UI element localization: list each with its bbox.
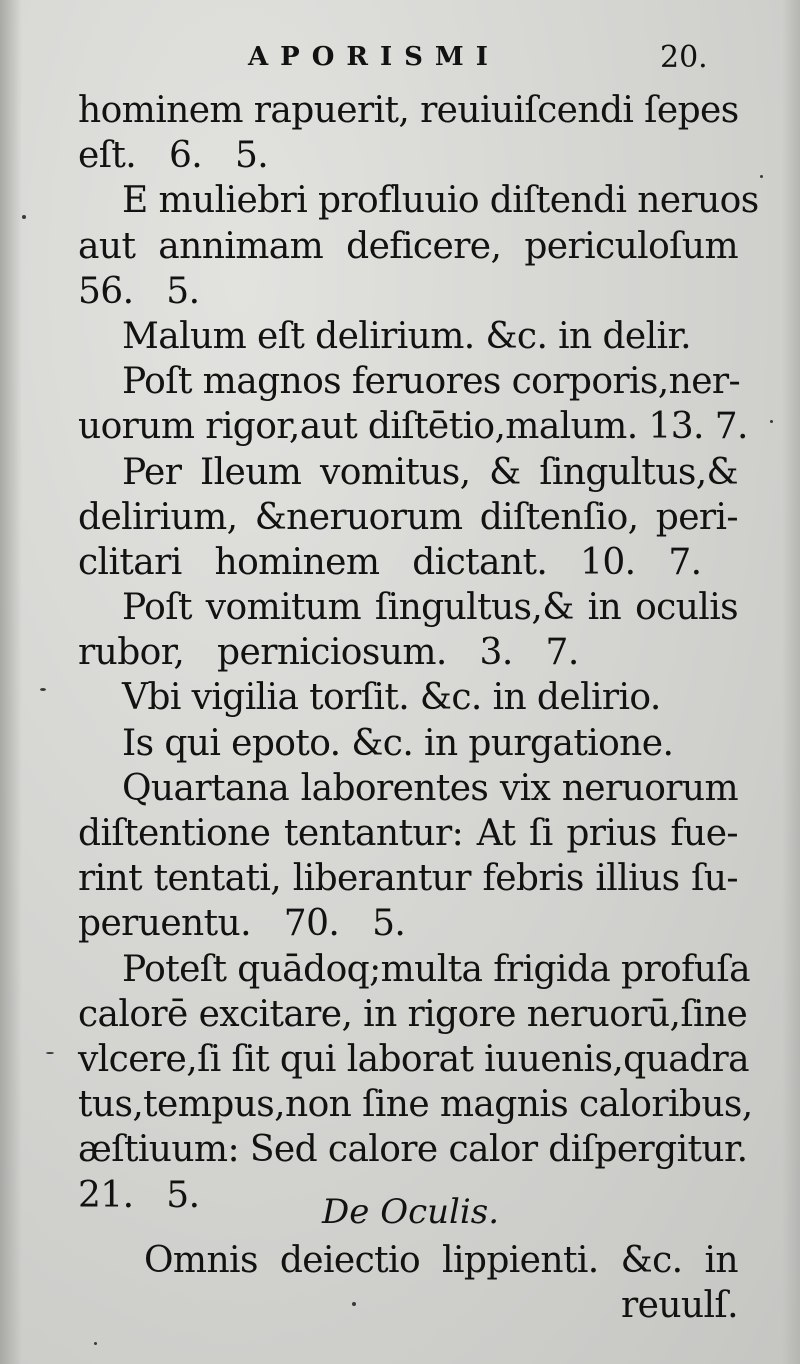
text-line: aut annimam deficere, periculoſum: [78, 225, 738, 267]
text-line: Vbi vigilia torſit. &c. in delirio.: [122, 677, 661, 719]
text-line: Per Ileum vomitus, & ſingultus,&: [122, 451, 738, 493]
text-line: Is qui epoto. &c. in purgatione.: [122, 722, 674, 764]
aphorism-text: [78, 88, 759, 1218]
ink-speck: [22, 215, 26, 219]
ink-speck: [760, 175, 763, 178]
text-line: 56. 5.: [78, 270, 200, 312]
text-line: 21. 5.: [78, 1174, 200, 1216]
section-text: [78, 1238, 738, 1328]
text-line: E muliebri profluuio diſtendi neruos: [122, 180, 759, 222]
ink-speck: [94, 1342, 97, 1345]
text-line: uorum rigor,aut diſtētio,malum. 13. 7.: [78, 406, 748, 448]
page-header: [0, 38, 800, 88]
text-line: diſtentione tentantur: At ſi prius fue-: [78, 813, 738, 854]
ink-speck: [352, 1302, 356, 1306]
running-title: APORISMI: [248, 42, 500, 72]
ink-speck: [46, 1052, 54, 1054]
text-line: peruentu. 70. 5.: [78, 903, 406, 945]
text-line: hominem rapuerit, reuiuiſcendi ſepes: [78, 90, 739, 131]
text-line: tus,tempus,non ſine magnis caloribus,: [78, 1084, 753, 1126]
page-shadow-left: [0, 0, 22, 1364]
text-line: rint tentati, liberantur febris illius ſu-: [78, 858, 738, 900]
text-line: Poſt magnos feruores corporis,ner-: [122, 361, 741, 403]
section-heading: De Oculis.: [322, 1192, 500, 1232]
text-line: vlcere,ſi ſit qui laborat iuuenis,quadra: [78, 1038, 749, 1080]
ink-speck: [770, 420, 773, 423]
text-line: Malum eſt delirium. &c. in delir.: [122, 315, 691, 357]
page-number: 20.: [660, 40, 708, 75]
text-line: clitari hominem dictant. 10. 7.: [78, 541, 702, 583]
text-line: delirium, &neruorum diſtenſio, peri-: [78, 496, 738, 538]
text-line: æſtiuum: Sed calore calor diſpergitur.: [78, 1129, 748, 1171]
text-line: calorē excitare, in rigore neruorū,ſine: [78, 993, 748, 1035]
text-line: Poteſt quādoq;multa frigida profuſa: [122, 948, 751, 990]
text-line: Poſt vomitum ſingultus,& in oculis: [122, 587, 738, 629]
text-line: Omnis deiectio lippienti. &c. in: [144, 1240, 738, 1281]
text-line: rubor, perniciosum. 3. 7.: [78, 632, 579, 674]
ink-speck: [40, 688, 46, 691]
catchword: reuulſ.: [621, 1285, 738, 1327]
page-shadow-right: [782, 0, 800, 1364]
text-line: Quartana laborentes vix neruorum: [122, 767, 738, 809]
text-line: eſt. 6. 5.: [78, 135, 269, 177]
